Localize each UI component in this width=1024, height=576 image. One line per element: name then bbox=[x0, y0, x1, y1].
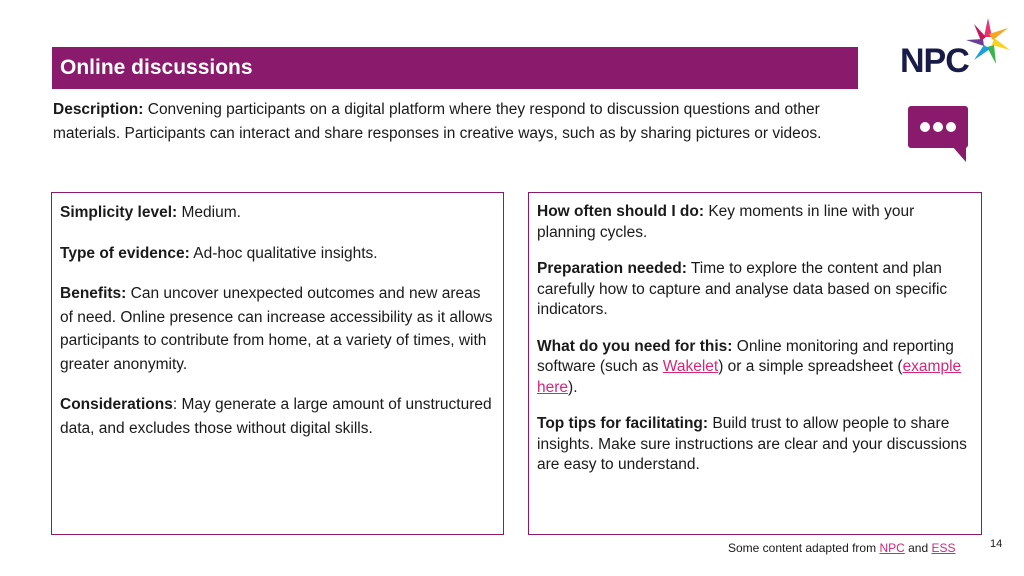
logo-text: NPC bbox=[900, 42, 969, 80]
type-of-evidence bbox=[60, 242, 495, 266]
simplicity-label: Simplicity level: bbox=[60, 204, 178, 221]
considerations bbox=[60, 393, 495, 440]
title-bar bbox=[52, 47, 858, 89]
tips-text: Build trust to allow people to share insights. Make sure instructions are clear and your discussions are easy to understand. bbox=[537, 415, 967, 473]
needs-text-after: ). bbox=[568, 378, 578, 396]
simplicity-text: Medium. bbox=[177, 204, 241, 221]
evidence-label: Type of evidence: bbox=[60, 244, 190, 262]
top-tips bbox=[537, 414, 973, 476]
considerations-text: : May generate a large amount of unstructured data, and excludes those without digital skills. bbox=[60, 396, 492, 437]
preparation-text: Time to explore the content and plan carefully how to capture and analyse data based on specific indicators. bbox=[537, 260, 948, 318]
left-info-box bbox=[51, 192, 504, 535]
evidence-text: Ad-hoc qualitative insights. bbox=[189, 244, 378, 262]
preparation-needed bbox=[537, 259, 973, 321]
simplicity-level bbox=[60, 201, 495, 225]
chat-bubble-icon bbox=[908, 106, 968, 162]
frequency-label: How often should I do: bbox=[537, 203, 705, 220]
footer-prefix: Some content adapted from bbox=[728, 541, 880, 555]
footer-middle: and bbox=[904, 541, 932, 555]
footer-credit bbox=[728, 541, 956, 555]
considerations-label: Considerations bbox=[60, 396, 173, 413]
wakelet-link[interactable]: Wakelet bbox=[662, 358, 719, 375]
page-number: 14 bbox=[990, 538, 1003, 550]
needs-label: What do you need for this: bbox=[537, 337, 733, 355]
page-title: Online discussions bbox=[60, 56, 253, 79]
example-here-link[interactable]: example here bbox=[537, 358, 962, 396]
how-often bbox=[537, 202, 973, 243]
benefits-label: Benefits: bbox=[60, 285, 127, 302]
benefits bbox=[60, 282, 495, 376]
right-info-box bbox=[528, 192, 982, 535]
preparation-label: Preparation needed: bbox=[537, 260, 687, 277]
description bbox=[53, 98, 853, 145]
benefits-text: Can uncover unexpected outcomes and new areas of need. Online presence can increase accessibility as it allows participants to contribute from home, at a variety of times, with greater anonymity. bbox=[60, 285, 493, 373]
needs-text-before: Online monitoring and reporting software (such as bbox=[537, 337, 954, 375]
npc-link[interactable]: NPC bbox=[879, 541, 905, 555]
description-text: Convening participants on a digital platform where they respond to discussion questions and other materials. Participants can interact and share responses in creative ways, such as by sharing pictures or videos. bbox=[53, 101, 822, 142]
what-you-need bbox=[537, 337, 973, 399]
npc-logo bbox=[900, 16, 1016, 78]
ess-link[interactable]: ESS bbox=[931, 541, 956, 555]
description-label: Description: bbox=[53, 101, 144, 118]
needs-text-middle: ) or a simple spreadsheet ( bbox=[718, 358, 903, 375]
frequency-text: Key moments in line with your planning cycles. bbox=[537, 203, 915, 241]
tips-label: Top tips for facilitating: bbox=[537, 415, 709, 432]
